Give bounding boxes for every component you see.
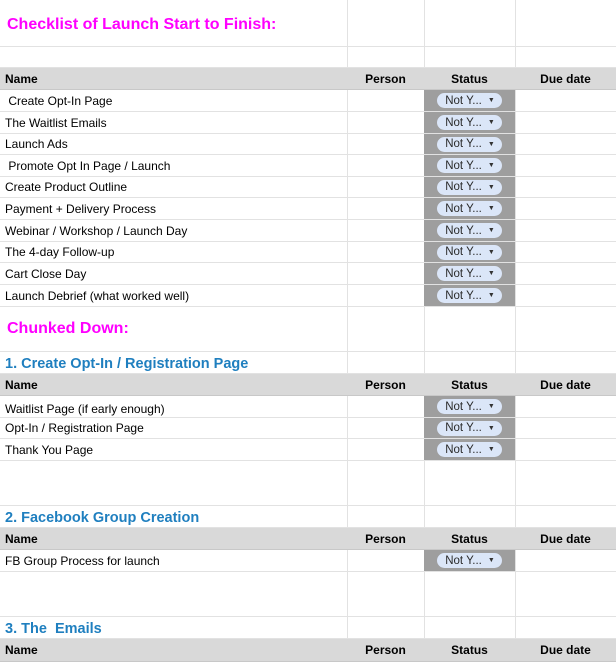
- person-cell[interactable]: [347, 155, 424, 176]
- header-status[interactable]: Status: [451, 377, 488, 392]
- status-value: Not Y...: [445, 267, 482, 280]
- table-header: [0, 528, 616, 550]
- empty-row[interactable]: [0, 572, 616, 617]
- person-cell[interactable]: [347, 134, 424, 154]
- table-row: [0, 112, 616, 134]
- title-row: [0, 0, 616, 47]
- status-cell[interactable]: [424, 220, 515, 241]
- caret-down-icon: ▼: [487, 205, 495, 212]
- empty-row[interactable]: [0, 461, 616, 506]
- due-date-cell[interactable]: [515, 134, 616, 154]
- status-dropdown[interactable]: [437, 201, 502, 216]
- status-cell[interactable]: [424, 90, 515, 111]
- page-title[interactable]: [7, 0, 345, 46]
- header-name[interactable]: Name: [5, 643, 38, 657]
- task-name[interactable]: The 4-day Follow-up: [5, 245, 115, 259]
- person-cell[interactable]: [347, 242, 424, 262]
- task-name[interactable]: Launch Ads: [5, 137, 68, 151]
- status-dropdown[interactable]: [437, 421, 502, 436]
- status-value: Not Y...: [445, 443, 482, 456]
- due-date-cell[interactable]: [515, 112, 616, 133]
- status-cell[interactable]: [424, 439, 515, 460]
- section-title-row: [0, 506, 616, 528]
- status-value: Not Y...: [445, 554, 482, 567]
- status-cell[interactable]: [424, 155, 515, 176]
- due-date-cell[interactable]: [515, 439, 616, 460]
- due-date-cell[interactable]: [515, 220, 616, 241]
- table-row: [0, 155, 616, 177]
- caret-down-icon: ▼: [487, 227, 495, 234]
- task-name[interactable]: Payment + Delivery Process: [5, 201, 157, 216]
- caret-down-icon: ▼: [487, 446, 495, 453]
- table-row: [0, 439, 616, 461]
- status-cell[interactable]: [424, 285, 515, 306]
- page-title-text: Checklist of Launch Start to Finish:: [7, 16, 277, 33]
- caret-down-icon: ▼: [487, 97, 495, 104]
- table-row: [0, 242, 616, 263]
- section1-title[interactable]: [5, 352, 343, 373]
- status-value: Not Y...: [445, 116, 482, 129]
- status-dropdown[interactable]: [437, 93, 502, 108]
- caret-down-icon: ▼: [487, 162, 495, 169]
- task-name[interactable]: Thank You Page: [5, 442, 94, 457]
- section-title-row: [0, 617, 616, 639]
- due-date-cell[interactable]: [515, 155, 616, 176]
- table-row: [0, 198, 616, 220]
- person-cell[interactable]: [347, 550, 424, 571]
- status-dropdown[interactable]: [437, 266, 502, 281]
- status-value: Not Y...: [445, 422, 482, 434]
- table-header: [0, 68, 616, 90]
- header-status[interactable]: Status: [451, 531, 488, 546]
- status-dropdown[interactable]: [437, 245, 502, 260]
- due-date-cell[interactable]: [515, 396, 616, 417]
- person-cell[interactable]: [347, 396, 424, 417]
- caret-down-icon: ▼: [487, 403, 495, 410]
- caret-down-icon: ▼: [487, 140, 495, 148]
- person-cell[interactable]: [347, 90, 424, 111]
- header-due-date[interactable]: Due date: [540, 71, 591, 86]
- task-name[interactable]: Create Opt-In Page: [5, 93, 113, 108]
- header-due-date[interactable]: Due date: [540, 643, 591, 657]
- header-name[interactable]: Name: [5, 71, 38, 86]
- table-row: [0, 177, 616, 198]
- task-name[interactable]: The Waitlist Emails: [5, 115, 107, 130]
- status-cell[interactable]: [424, 242, 515, 262]
- section-title-row: [0, 352, 616, 374]
- due-date-cell[interactable]: [515, 418, 616, 438]
- caret-down-icon: ▼: [487, 248, 495, 256]
- due-date-cell[interactable]: [515, 263, 616, 284]
- status-value: Not Y...: [445, 181, 482, 193]
- status-value: Not Y...: [445, 289, 482, 302]
- status-dropdown[interactable]: [437, 158, 502, 173]
- status-value: Not Y...: [445, 400, 482, 413]
- caret-down-icon: ▼: [487, 292, 495, 299]
- section3-title-text: 3. The Emails: [5, 621, 102, 637]
- section2-title[interactable]: [5, 506, 343, 527]
- task-name[interactable]: FB Group Process for launch: [5, 553, 160, 568]
- table-row: [0, 90, 616, 112]
- status-dropdown[interactable]: [437, 180, 502, 195]
- empty-row[interactable]: [0, 47, 616, 68]
- header-name[interactable]: Name: [5, 377, 38, 392]
- table-row: [0, 396, 616, 418]
- header-person[interactable]: Person: [365, 531, 406, 546]
- due-date-cell[interactable]: [515, 550, 616, 571]
- person-cell[interactable]: [347, 418, 424, 438]
- status-cell[interactable]: [424, 112, 515, 133]
- header-person[interactable]: Person: [365, 643, 406, 657]
- status-value: Not Y...: [445, 94, 482, 107]
- person-cell[interactable]: [347, 112, 424, 133]
- header-name[interactable]: Name: [5, 531, 38, 546]
- task-name[interactable]: Waitlist Page (if early enough): [5, 402, 165, 416]
- table-row: [0, 550, 616, 572]
- table-row: [0, 134, 616, 155]
- status-dropdown[interactable]: [437, 223, 502, 238]
- person-cell[interactable]: [347, 263, 424, 284]
- status-value: Not Y...: [445, 246, 482, 258]
- status-value: Not Y...: [445, 202, 482, 215]
- header-person[interactable]: Person: [365, 71, 406, 86]
- caret-down-icon: ▼: [487, 183, 495, 191]
- header-status[interactable]: Status: [451, 71, 488, 86]
- table-row: [0, 263, 616, 285]
- table-header: [0, 639, 616, 662]
- task-name[interactable]: Launch Debrief (what worked well): [5, 288, 190, 303]
- status-dropdown[interactable]: [437, 137, 502, 152]
- chunked-title[interactable]: [7, 307, 345, 351]
- status-cell[interactable]: [424, 418, 515, 438]
- task-name[interactable]: Create Product Outline: [5, 180, 128, 194]
- table-row: [0, 220, 616, 242]
- due-date-cell[interactable]: [515, 90, 616, 111]
- section2-title-text: 2. Facebook Group Creation: [5, 510, 200, 526]
- status-dropdown[interactable]: [437, 399, 502, 414]
- status-value: Not Y...: [445, 159, 482, 172]
- status-cell[interactable]: [424, 177, 515, 197]
- status-dropdown[interactable]: [437, 115, 502, 130]
- status-dropdown[interactable]: [437, 553, 502, 568]
- due-date-cell[interactable]: [515, 177, 616, 197]
- due-date-cell[interactable]: [515, 285, 616, 306]
- caret-down-icon: ▼: [487, 424, 495, 432]
- task-name[interactable]: Cart Close Day: [5, 266, 87, 281]
- task-name[interactable]: Webinar / Workshop / Launch Day: [5, 223, 188, 238]
- status-dropdown[interactable]: [437, 288, 502, 303]
- status-cell[interactable]: [424, 550, 515, 571]
- person-cell[interactable]: [347, 285, 424, 306]
- status-dropdown[interactable]: [437, 442, 502, 457]
- section1-title-text: 1. Create Opt-In / Registration Page: [5, 356, 249, 372]
- status-cell[interactable]: [424, 396, 515, 417]
- header-due-date[interactable]: Due date: [540, 377, 591, 392]
- due-date-cell[interactable]: [515, 198, 616, 219]
- task-name[interactable]: Promote Opt In Page / Launch: [5, 158, 171, 173]
- chunked-title-row: [0, 307, 616, 352]
- table-row: [0, 285, 616, 307]
- header-person[interactable]: Person: [365, 377, 406, 392]
- caret-down-icon: ▼: [487, 270, 495, 277]
- status-value: Not Y...: [445, 224, 482, 237]
- due-date-cell[interactable]: [515, 242, 616, 262]
- table-header: [0, 374, 616, 396]
- caret-down-icon: ▼: [487, 557, 495, 564]
- person-cell[interactable]: [347, 198, 424, 219]
- person-cell[interactable]: [347, 177, 424, 197]
- header-status[interactable]: Status: [451, 643, 488, 657]
- chunked-title-text: Chunked Down:: [7, 320, 129, 337]
- section3-title[interactable]: [5, 617, 343, 638]
- status-cell[interactable]: [424, 134, 515, 154]
- table-row: [0, 418, 616, 439]
- status-cell[interactable]: [424, 198, 515, 219]
- status-value: Not Y...: [445, 138, 482, 150]
- status-cell[interactable]: [424, 263, 515, 284]
- caret-down-icon: ▼: [487, 119, 495, 126]
- person-cell[interactable]: [347, 439, 424, 460]
- task-name[interactable]: Opt-In / Registration Page: [5, 421, 144, 435]
- person-cell[interactable]: [347, 220, 424, 241]
- header-due-date[interactable]: Due date: [540, 531, 591, 546]
